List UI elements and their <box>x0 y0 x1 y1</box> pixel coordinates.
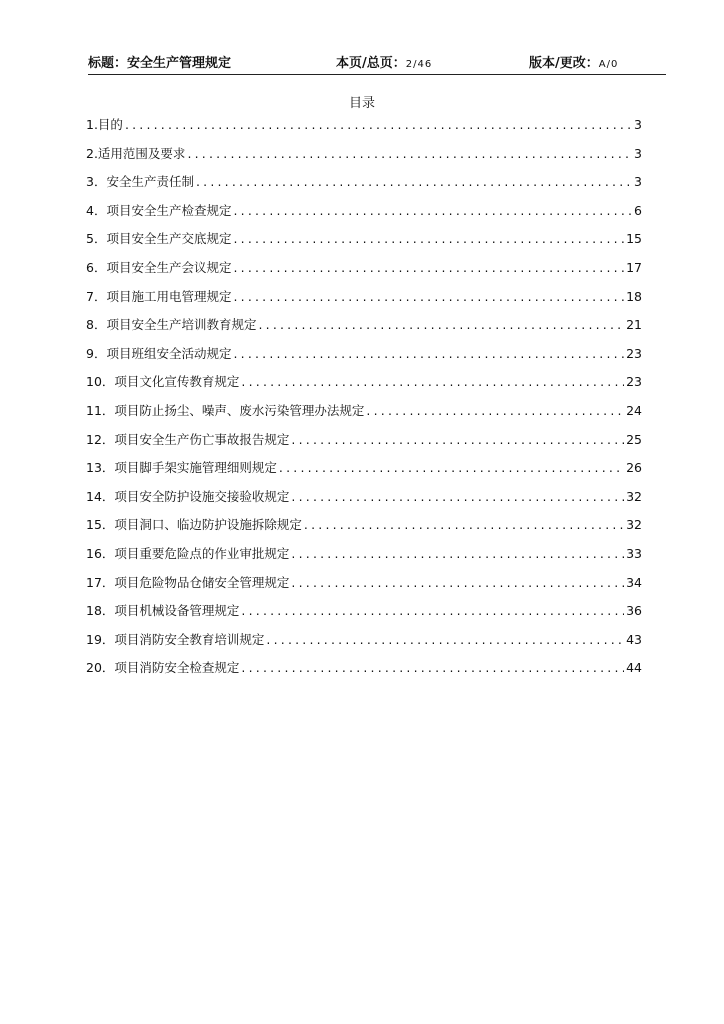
header-rule <box>88 74 666 75</box>
toc-entry <box>86 372 642 401</box>
toc-entry-page: 32 <box>626 488 642 504</box>
toc-entry-page: 32 <box>626 517 642 533</box>
toc-entry-label: 10．项目文化宣传教育规定 <box>86 374 240 390</box>
toc-dot-leader <box>233 201 632 221</box>
toc-entry-label: 2.适用范围及要求 <box>86 145 186 161</box>
toc-entry-page: 15 <box>626 231 642 247</box>
toc-entry-label: 9．项目班组安全活动规定 <box>86 345 232 361</box>
toc-dot-leader <box>125 115 632 135</box>
toc-dot-leader <box>233 229 624 249</box>
toc-entry-page: 18 <box>626 288 642 304</box>
toc-entry-label: 7．项目施工用电管理规定 <box>86 288 232 304</box>
toc-dot-leader <box>196 172 632 192</box>
toc-entry-page: 17 <box>626 259 642 275</box>
document-header <box>88 52 666 74</box>
toc-entry-label: 8．项目安全生产培训教育规定 <box>86 317 257 333</box>
toc-title: 目录 <box>348 96 375 111</box>
toc-entry-page: 43 <box>626 631 642 647</box>
toc-entry <box>86 315 642 344</box>
toc-entry-label: 11．项目防止扬尘、噪声、废水污染管理办法规定 <box>86 402 365 418</box>
toc-dot-leader <box>291 487 624 507</box>
toc-dot-leader <box>291 430 624 450</box>
toc-entry-label: 20．项目消防安全检查规定 <box>86 660 240 676</box>
toc-dot-leader <box>291 544 624 564</box>
toc-entry <box>86 258 642 287</box>
header-title-label: 标题： <box>88 56 128 71</box>
toc-entry-label: 4．项目安全生产检查规定 <box>86 202 232 218</box>
toc-dot-leader <box>241 658 624 678</box>
toc-entry-label: 18．项目机械设备管理规定 <box>86 603 240 619</box>
toc-entry <box>86 630 642 659</box>
toc-entry <box>86 544 642 573</box>
header-page-value: 2/46 <box>405 59 433 70</box>
toc-entry <box>86 458 642 487</box>
toc-entry <box>86 344 642 373</box>
toc-entry <box>86 229 642 258</box>
header-version-label: 版本/更改： <box>529 56 599 71</box>
toc-entry-page: 21 <box>626 317 642 333</box>
toc-dot-leader <box>241 601 624 621</box>
toc-entry <box>86 287 642 316</box>
toc-entry-label: 5．项目安全生产交底规定 <box>86 231 232 247</box>
toc-entry <box>86 573 642 602</box>
toc-dot-leader <box>366 401 624 421</box>
toc-dot-leader <box>304 515 624 535</box>
toc-entry-label: 1.目的 <box>86 117 123 132</box>
toc-entry-page: 6 <box>634 202 642 218</box>
toc-dot-leader <box>258 315 624 335</box>
toc-entry <box>86 430 642 459</box>
toc-dot-leader <box>233 344 624 364</box>
toc-dot-leader <box>266 630 624 650</box>
header-version-value: A/0 <box>598 59 619 70</box>
toc-entry <box>86 515 642 544</box>
toc-entry-page: 25 <box>626 431 642 447</box>
header-title-value: 安全生产管理规定 <box>127 56 232 71</box>
toc-entry <box>86 401 642 430</box>
toc-entry-page: 36 <box>626 603 642 619</box>
toc-entry <box>86 601 642 630</box>
toc-entry-page: 33 <box>626 545 642 561</box>
toc-entry-label: 12．项目安全生产伤亡事故报告规定 <box>86 431 290 447</box>
toc-entry-page: 44 <box>626 660 642 676</box>
toc-entry-label: 13．项目脚手架实施管理细则规定 <box>86 460 277 476</box>
header-page-label: 本页/总页： <box>336 56 406 71</box>
toc-entry <box>86 201 642 230</box>
toc-dot-leader <box>233 287 624 307</box>
toc-entry-label: 19．项目消防安全教育培训规定 <box>86 631 265 647</box>
table-of-contents <box>86 115 642 687</box>
toc-dot-leader <box>241 372 624 392</box>
toc-entry-label: 15．项目洞口、临边防护设施拆除规定 <box>86 517 302 533</box>
toc-dot-leader <box>187 144 632 164</box>
toc-entry-label: 3．安全生产责任制 <box>86 174 194 190</box>
toc-entry <box>86 172 642 201</box>
toc-entry-page: 26 <box>626 460 642 476</box>
toc-dot-leader <box>291 573 624 593</box>
toc-entry <box>86 487 642 516</box>
toc-entry-label: 16．项目重要危险点的作业审批规定 <box>86 545 290 561</box>
toc-entry-label: 14．项目安全防护设施交接验收规定 <box>86 488 290 504</box>
toc-entry <box>86 144 642 173</box>
toc-entry-label: 17．项目危险物品仓储安全管理规定 <box>86 574 290 590</box>
toc-entry-page: 24 <box>626 402 642 418</box>
toc-entry <box>86 115 642 144</box>
toc-entry-page: 23 <box>626 374 642 390</box>
toc-entry-label: 6．项目安全生产会议规定 <box>86 259 232 275</box>
toc-entry-page: 3 <box>634 145 642 161</box>
toc-entry-page: 34 <box>626 574 642 590</box>
toc-entry-page: 3 <box>634 117 642 132</box>
toc-entry-page: 3 <box>634 174 642 190</box>
toc-dot-leader <box>233 258 624 278</box>
header-version <box>529 52 618 71</box>
header-title <box>88 52 231 71</box>
toc-entry <box>86 658 642 687</box>
header-page <box>336 52 432 71</box>
toc-dot-leader <box>279 458 624 478</box>
toc-entry-page: 23 <box>626 345 642 361</box>
